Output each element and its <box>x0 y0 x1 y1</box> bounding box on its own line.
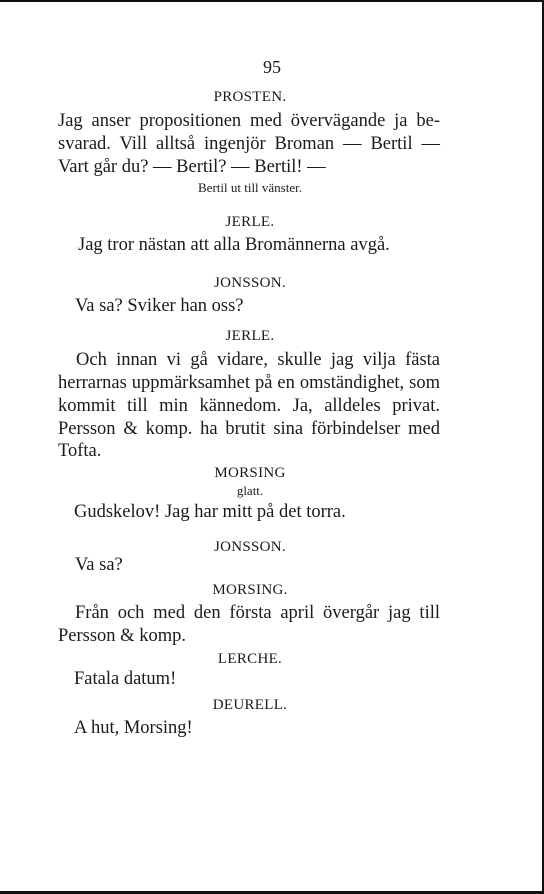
speaker-name: PROSTEN. <box>213 89 287 105</box>
dialogue-line: Jag anser propositionen med övervägande ja be- <box>58 111 440 131</box>
speaker-name: JONSSON. <box>213 275 286 291</box>
stage-direction: Bertil ut till vänster. <box>198 180 302 195</box>
speaker-name: LERCHE. <box>217 651 283 667</box>
speaker-name: MORSING <box>214 465 286 481</box>
speaker-name: JERLE. <box>225 328 275 344</box>
speaker-name: JONSSON. <box>213 539 286 555</box>
dialogue-line: Vart går du? — Bertil? — Bertil! — <box>58 157 326 177</box>
dialogue-line: Från och med den första april övergår jag till <box>75 603 440 623</box>
speaker-name: MORSING. <box>212 582 288 598</box>
dialogue-line: Jag tror nästan att alla Bromännerna avgå. <box>78 235 390 255</box>
speaker-name: JERLE. <box>225 214 275 230</box>
dialogue-line: Persson & komp. ha brutit sina förbindelser med <box>58 419 440 439</box>
dialogue-line: Va sa? Sviker han oss? <box>75 296 244 316</box>
stage-direction: glatt. <box>236 483 264 498</box>
page-number: 95 <box>263 57 281 77</box>
dialogue-line: Och innan vi gå vidare, skulle jag vilja fästa <box>76 350 440 370</box>
dialogue-line: herrarnas uppmärksamhet på en omständighet, som <box>58 373 440 393</box>
dialogue-line: svarad. Vill alltså ingenjör Broman — Bertil — <box>58 134 440 154</box>
dialogue-line: Va sa? <box>75 555 123 575</box>
dialogue-line: kommit till min kännedom. Ja, alldeles privat. <box>58 396 440 416</box>
speaker-name: DEURELL. <box>212 697 288 713</box>
dialogue-line: Fatala datum! <box>74 669 177 689</box>
dialogue-line: Gudskelov! Jag har mitt på det torra. <box>74 502 346 522</box>
dialogue-line: A hut, Morsing! <box>74 718 193 738</box>
dialogue-line: Persson & komp. <box>58 626 186 646</box>
dialogue-line: Tofta. <box>58 441 102 461</box>
